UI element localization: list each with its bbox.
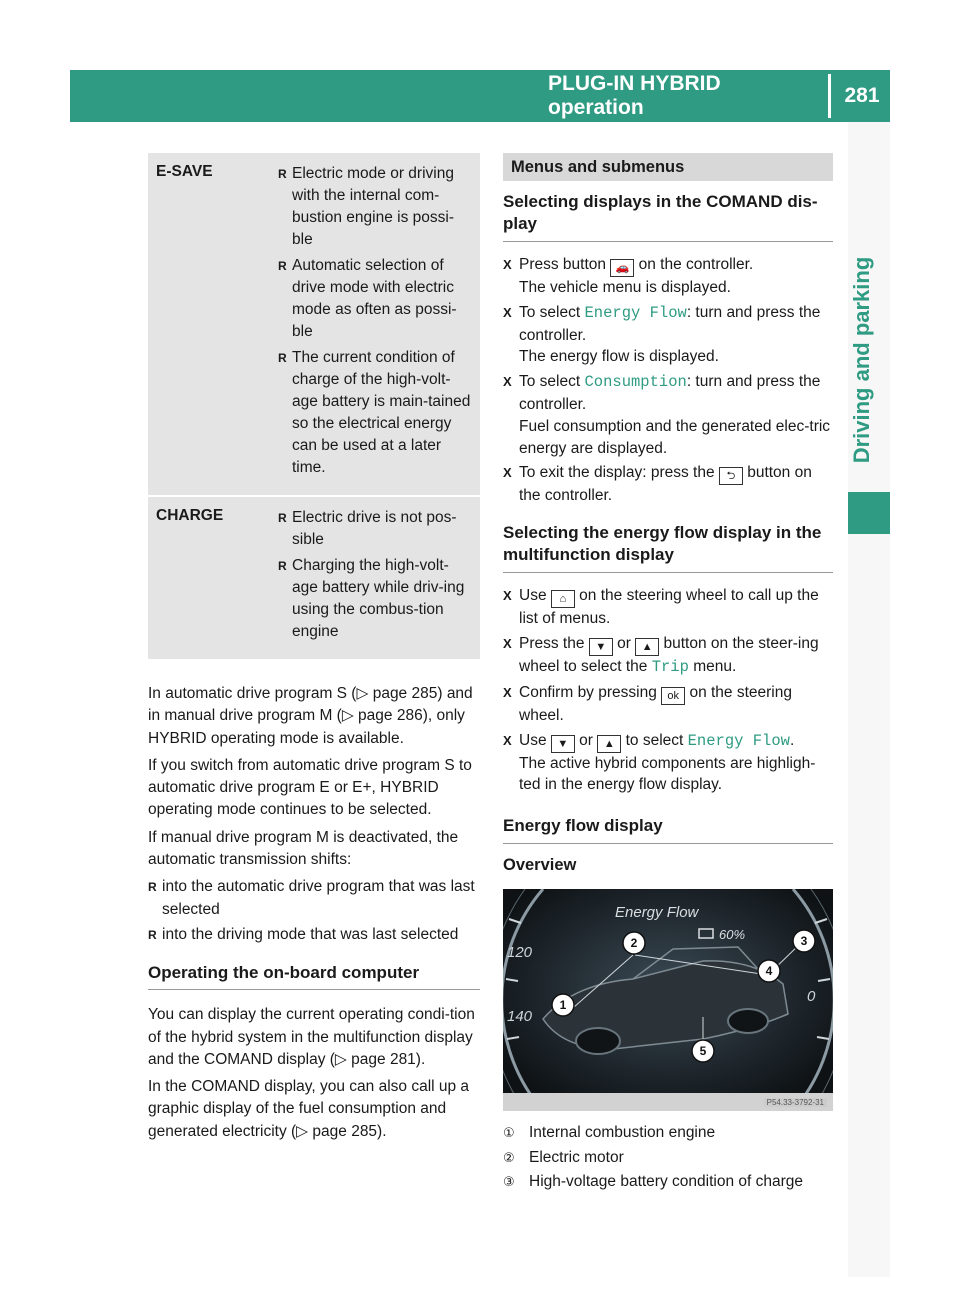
mode-item: R The current condition of charge of the high-volt-age battery is main-tained so the electrical energy can be used at a later time. bbox=[278, 347, 474, 479]
step-item: X Use ⌂ on the steering wheel to call up the list of menus. bbox=[503, 585, 833, 630]
mfd-steps bbox=[503, 585, 833, 796]
gauge-label: 120 bbox=[507, 944, 533, 962]
arrow-down-icon: ▼ bbox=[589, 638, 613, 656]
svg-text:1: 1 bbox=[559, 998, 567, 1013]
gauge-label: 0 bbox=[807, 988, 816, 1006]
svg-text:4: 4 bbox=[765, 964, 773, 979]
gauge-label: 140 bbox=[507, 1008, 533, 1026]
back-icon: ⮌ bbox=[719, 467, 743, 485]
figure-code: P54.33-3792-31 bbox=[764, 1098, 827, 1107]
list-item: R into the automatic drive program that was last selected bbox=[148, 876, 480, 921]
svg-text:2: 2 bbox=[630, 936, 638, 951]
mode-item: R Charging the high-volt-age battery while driv-ing using the combus-tion engine bbox=[278, 555, 474, 643]
charge-value: 60% bbox=[719, 927, 746, 943]
arrow-up-icon: ▲ bbox=[597, 735, 621, 753]
mode-item: R Electric mode or driving with the internal com-bustion engine is possi-ble bbox=[278, 163, 474, 251]
legend-item: ③ High-voltage battery condition of charge bbox=[503, 1173, 803, 1191]
energy-heading: Energy flow display bbox=[503, 815, 833, 844]
shift-list bbox=[148, 876, 480, 946]
mode-row-charge bbox=[148, 496, 480, 659]
menus-heading: Menus and submenus bbox=[503, 153, 833, 181]
ok-icon: ok bbox=[661, 687, 685, 705]
step-item: X Confirm by pressing ok on the steering wheel. bbox=[503, 682, 833, 727]
legend-item: ② Electric motor bbox=[503, 1148, 624, 1166]
paragraph: In the COMAND display, you can also call up a graphic display of the fuel consumption and generated electricity (▷ page 285). bbox=[148, 1078, 470, 1140]
arrow-down-icon: ▼ bbox=[551, 735, 575, 753]
section-heading: Operating the on-board computer bbox=[148, 963, 480, 990]
energy-flow-illustration bbox=[503, 889, 833, 1111]
side-tab-marker bbox=[848, 492, 890, 534]
svg-text:5: 5 bbox=[699, 1044, 707, 1059]
overview-heading: Overview bbox=[503, 856, 577, 875]
wheel bbox=[576, 1028, 620, 1054]
menu-item-label: Energy Flow bbox=[687, 731, 790, 750]
left-column bbox=[148, 153, 480, 1148]
mode-name: E-SAVE bbox=[156, 163, 213, 180]
step-item: X Press the ▼ or ▲ button on the steer-ing wheel to select the Trip menu. bbox=[503, 633, 833, 679]
right-column bbox=[503, 153, 833, 1195]
step-item: X Use ▼ or ▲ to select Energy Flow. The active hybrid components are highligh-ted in the energy flow display. bbox=[503, 730, 833, 797]
energy-flow-figure bbox=[503, 889, 833, 1111]
menu-item-label: Energy Flow bbox=[584, 303, 687, 322]
mfd-heading: Selecting the energy flow display in the multifunction display bbox=[503, 522, 833, 573]
comand-heading: Selecting displays in the COMAND dis-play bbox=[503, 191, 833, 242]
step-item: X Press button 🚗 on the controller. The vehicle menu is displayed. bbox=[503, 254, 833, 299]
paragraph: You can display the current operating condi-tion of the hybrid system in the multifunction display and the COMAND display (▷ page 281). bbox=[148, 1006, 475, 1068]
mode-item: R Electric drive is not pos-sible bbox=[278, 507, 474, 551]
comand-steps bbox=[503, 254, 833, 507]
menu-item-label: Consumption bbox=[584, 373, 687, 392]
step-item: X To select Energy Flow: turn and press the controller. The energy flow is displayed. bbox=[503, 302, 833, 368]
side-tab-label: Driving and parking bbox=[849, 256, 874, 464]
page-title: PLUG-IN HYBRID operation bbox=[548, 72, 721, 119]
menu-item-label: Trip bbox=[651, 657, 689, 676]
legend-item: ① Internal combustion engine bbox=[503, 1124, 716, 1142]
header-divider bbox=[828, 74, 831, 118]
mode-row-esave bbox=[148, 153, 480, 496]
step-item: X To exit the display: press the ⮌ button on the controller. bbox=[503, 462, 833, 507]
home-icon: ⌂ bbox=[551, 590, 575, 608]
list-item: R into the driving mode that was last selected bbox=[148, 924, 480, 946]
mode-table bbox=[148, 153, 480, 659]
mode-name: CHARGE bbox=[148, 496, 270, 659]
paragraph: In automatic drive program S (▷ page 285) and in manual drive program M (▷ page 286), only HYBRID operating mode is available. bbox=[148, 685, 473, 747]
display-title: Energy Flow bbox=[615, 904, 699, 922]
page-number: 281 bbox=[844, 84, 880, 107]
paragraph: If manual drive program M is deactivated, the automatic transmission shifts: bbox=[148, 828, 459, 869]
wheel bbox=[728, 1009, 768, 1033]
arrow-up-icon: ▲ bbox=[635, 638, 659, 656]
svg-text:3: 3 bbox=[800, 934, 808, 949]
step-item: X To select Consumption: turn and press the controller. Fuel consumption and the generated elec-tric energy are displayed. bbox=[503, 371, 833, 459]
paragraph: If you switch from automatic drive program S to automatic drive program E or E+, HYBRID operating mode continues to be selected. bbox=[148, 756, 472, 819]
mode-item: R Automatic selection of drive mode with electric mode as often as possi-ble bbox=[278, 255, 474, 343]
car-icon: 🚗 bbox=[610, 259, 634, 277]
figure-legend bbox=[503, 1121, 833, 1195]
